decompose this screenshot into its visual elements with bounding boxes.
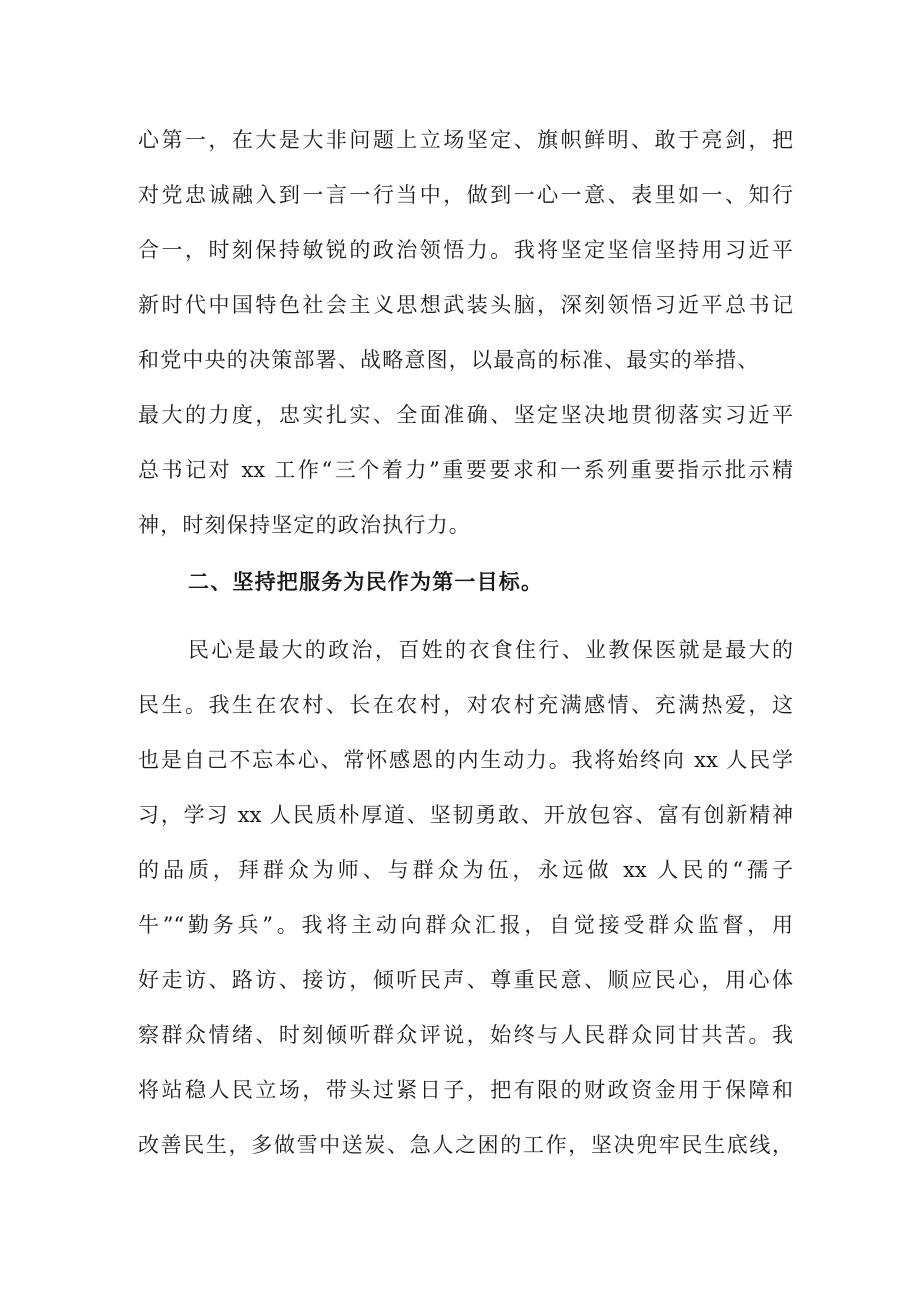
paragraph-line: 和党中央的决策部署、战略意图，以最高的标准、最实的举措、 <box>138 348 760 372</box>
paragraph-line: 民心是最大的政治，百姓的衣食住行、业教保医就是最大的 <box>188 638 793 662</box>
paragraph-line: 民生。我生在农村、长在农村，对农村充满感情、充满热爱，这 <box>138 693 793 717</box>
paragraph-line: 心第一，在大是大非问题上立场坚定、旗帜鲜明、敢于亮剑，把 <box>138 128 793 152</box>
paragraph-line: 改善民生，多做雪中送炭、急人之困的工作，坚决兜牢民生底线， <box>138 1133 793 1157</box>
paragraph-line: 将站稳人民立场，带头过紧日子，把有限的财政资金用于保障和 <box>138 1078 793 1102</box>
paragraph-line: 察群众情绪、时刻倾听群众评说，始终与人民群众同甘共苦。我 <box>138 1023 793 1047</box>
paragraph-line: 牛”“勤务兵”。我将主动向群众汇报，自觉接受群众监督，用 <box>138 913 793 937</box>
paragraph-line: 习，学习 xx 人民质朴厚道、坚韧勇敢、开放包容、富有创新精神 <box>138 803 793 827</box>
paragraph-line: 最大的力度，忠实扎实、全面准确、坚定坚决地贯彻落实习近平 <box>138 403 793 427</box>
paragraph-line: 好走访、路访、接访，倾听民声、尊重民意、顺应民心，用心体 <box>138 968 793 992</box>
paragraph-line: 也是自己不忘本心、常怀感恩的内生动力。我将始终向 xx 人民学 <box>138 748 793 772</box>
section-heading: 二、坚持把服务为民作为第一目标。 <box>188 569 544 594</box>
paragraph-line: 神，时刻保持坚定的政治执行力。 <box>138 513 471 537</box>
paragraph-line: 的品质，拜群众为师、与群众为伍，永远做 xx 人民的“孺子 <box>138 858 793 882</box>
paragraph-line: 对党忠诚融入到一言一行当中，做到一心一意、表里如一、知行 <box>138 183 793 207</box>
paragraph-line: 总书记对 xx 工作“三个着力”重要要求和一系列重要指示批示精 <box>138 458 793 482</box>
paragraph-line: 新时代中国特色社会主义思想武装头脑，深刻领悟习近平总书记 <box>138 293 793 317</box>
paragraph-line: 合一，时刻保持敏锐的政治领悟力。我将坚定坚信坚持用习近平 <box>138 238 793 262</box>
